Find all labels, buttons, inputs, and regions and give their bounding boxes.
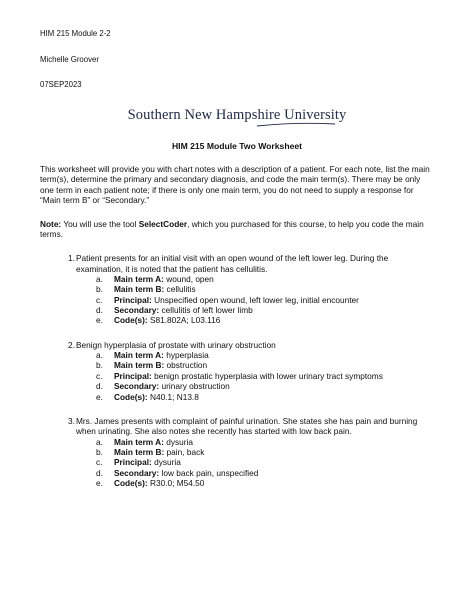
answer-codes: e. Code(s): R30.0; M54.50 xyxy=(96,478,205,489)
question-2 xyxy=(40,340,434,402)
note-text-1: You will use the tool xyxy=(61,218,139,229)
answer-main-term-b: b. Main term B: obstruction xyxy=(96,360,208,371)
answer-main-term-a: a. Main term A: wound, open xyxy=(96,273,214,284)
question-number: 1. xyxy=(68,253,75,264)
answer-secondary: d. Secondary: urinary obstruction xyxy=(96,381,230,392)
answer-secondary: d. Secondary: cellulitis of left lower limb xyxy=(96,305,253,316)
answer-main-term-a: a. Main term A: hyperplasia xyxy=(96,350,209,361)
university-logo xyxy=(40,106,434,128)
question-3 xyxy=(40,416,434,489)
answer-list xyxy=(76,350,434,402)
question-number: 2. xyxy=(68,339,75,350)
note-text-2: , which you purchased for this course, to help you code the main terms. xyxy=(40,218,424,239)
note-label: Note: xyxy=(40,218,62,229)
course-header: HIM 215 Module 2-2 xyxy=(40,29,111,38)
student-name: Michelle Groover xyxy=(40,54,99,64)
answer-principal: c. Principal: benign prostatic hyperplasia with lower urinary tract symptoms xyxy=(96,370,383,381)
answer-list xyxy=(76,437,434,489)
logo-swoosh-icon xyxy=(137,122,337,128)
answer-main-term-b: b. Main term B: cellulitis xyxy=(96,284,196,295)
answer-list xyxy=(76,274,434,326)
answer-principal: c. Principal: dysuria xyxy=(96,457,181,468)
note-paragraph xyxy=(40,219,434,240)
question-number: 3. xyxy=(68,415,75,426)
logo-wordmark: Southern New Hampshire University xyxy=(127,107,347,124)
tool-name: SelectCoder xyxy=(138,218,188,229)
intro-paragraph: This worksheet will provide you with chart notes with a description of a patient. For each note, list the main term(s), determine the primary and secondary diagnosis, and code the main term(s). There may be only one term in each patient note; if there is only one main term, you do not need to supply a response for “Main term B” or “Secondary.” xyxy=(40,164,430,206)
answer-secondary: d. Secondary: low back pain, unspecified xyxy=(96,467,259,478)
worksheet-title: HIM 215 Module Two Worksheet xyxy=(171,141,303,152)
answer-main-term-a: a. Main term A: dysuria xyxy=(96,436,194,447)
answer-principal: c. Principal: Unspecified open wound, left lower leg, initial encounter xyxy=(96,294,359,305)
question-text: Mrs. James presents with complaint of painful urination. She states she has pain and burning when urinating. She also notes she recently has started with low back pain. xyxy=(76,415,418,437)
answer-codes: e. Code(s): N40.1; N13.8 xyxy=(96,391,199,402)
question-1 xyxy=(40,253,434,326)
date-line: 07SEP2023 xyxy=(40,80,82,90)
question-text: Patient presents for an initial visit with an open wound of the left lower leg. During the examination, it is noted that the patient has cellulitis. xyxy=(76,253,389,274)
question-text: Benign hyperplasia of prostate with urinary obstruction xyxy=(76,339,276,350)
answer-codes: e. Code(s): S81.802A; L03.116 xyxy=(96,315,221,326)
answer-main-term-b: b. Main term B: pain, back xyxy=(96,446,205,457)
